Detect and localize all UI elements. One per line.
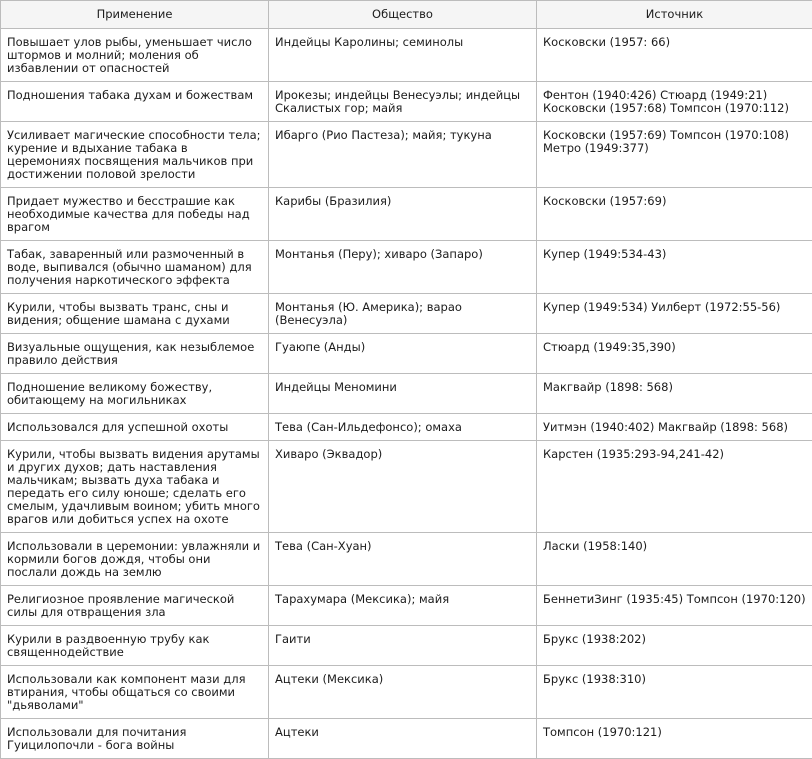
table-row (1, 334, 812, 374)
table-row (1, 719, 812, 759)
column-header-application: Применение (1, 1, 269, 29)
cell-society: Монтанья (Перу); хиваро (Запаро) (269, 241, 537, 294)
cell-application: Религиозное проявление магической силы для отвращения зла (1, 586, 269, 626)
cell-source: Косковски (1957:69) Томпсон (1970:108) Метро (1949:377) (537, 122, 812, 188)
cell-source: Косковски (1957: 66) (537, 29, 812, 82)
column-header-society: Общество (269, 1, 537, 29)
cell-society: Хиваро (Эквадор) (269, 441, 537, 533)
cell-application: Использовали для почитания Гуицилопочли - бога войны (1, 719, 269, 759)
cell-application: Повышает улов рыбы, уменьшает число штормов и молний; моления об избавлении от опасностей (1, 29, 269, 82)
table-row (1, 122, 812, 188)
table-row (1, 533, 812, 586)
cell-society: Карибы (Бразилия) (269, 188, 537, 241)
table-row (1, 294, 812, 334)
column-header-source: Источник (537, 1, 812, 29)
table-row (1, 241, 812, 294)
cell-society: Индейцы Меномини (269, 374, 537, 414)
cell-source: Томпсон (1970:121) (537, 719, 812, 759)
cell-source: Уитмэн (1940:402) Макгвайр (1898: 568) (537, 414, 812, 441)
cell-application: Курили в раздвоенную трубу как священнодействие (1, 626, 269, 666)
cell-society: Тева (Сан-Ильдефонсо); омаха (269, 414, 537, 441)
table-body (1, 29, 812, 759)
cell-application: Подношения табака духам и божествам (1, 82, 269, 122)
cell-source: Брукс (1938:310) (537, 666, 812, 719)
cell-society: Ирокезы; индейцы Венесуэлы; индейцы Скалистых гор; майя (269, 82, 537, 122)
cell-society: Ибарго (Рио Пастеза); майя; тукуна (269, 122, 537, 188)
cell-society: Гуаюпе (Анды) (269, 334, 537, 374)
table-row (1, 82, 812, 122)
table-row (1, 414, 812, 441)
cell-source: Стюард (1949:35,390) (537, 334, 812, 374)
cell-society: Гаити (269, 626, 537, 666)
table-row (1, 666, 812, 719)
table-row (1, 441, 812, 533)
cell-application: Курили, чтобы вызвать видения арутамы и других духов; дать наставления мальчикам; вызвать духа табака и передать его силу юноше; сделать его смелым, удачливым воином; убить много врагов или добиться успех на охоте (1, 441, 269, 533)
cell-source: Купер (1949:534-43) (537, 241, 812, 294)
cell-application: Придает мужество и бесстрашие как необходимые качества для победы над врагом (1, 188, 269, 241)
cell-society: Тарахумара (Мексика); майя (269, 586, 537, 626)
cell-source: Карстен (1935:293-94,241-42) (537, 441, 812, 533)
cell-application: Курили, чтобы вызвать транс, сны и видения; общение шамана с духами (1, 294, 269, 334)
cell-society: Монтанья (Ю. Америка); варао (Венесуэла) (269, 294, 537, 334)
table-row (1, 188, 812, 241)
cell-application: Усиливает магические способности тела; курение и вдыхание табака в церемониях посвящения мальчиков при достижении половой зрелости (1, 122, 269, 188)
cell-source: Купер (1949:534) Уилберт (1972:55-56) (537, 294, 812, 334)
cell-application: Табак, заваренный или размоченный в воде, выпивался (обычно шаманом) для получения наркотического эффекта (1, 241, 269, 294)
cell-application: Визуальные ощущения, как незыблемое правило действия (1, 334, 269, 374)
table-row (1, 586, 812, 626)
cell-society: Ацтеки (Мексика) (269, 666, 537, 719)
cell-source: Косковски (1957:69) (537, 188, 812, 241)
cell-application: Использовали как компонент мази для втирания, чтобы общаться со своими "дьяволами" (1, 666, 269, 719)
table-row (1, 626, 812, 666)
cell-society: Ацтеки (269, 719, 537, 759)
cell-application: Подношение великому божеству, обитающему на могильниках (1, 374, 269, 414)
cell-source: БеннетиЗинг (1935:45) Томпсон (1970:120) (537, 586, 812, 626)
table-row (1, 29, 812, 82)
cell-society: Тева (Сан-Хуан) (269, 533, 537, 586)
cell-society: Индейцы Каролины; семинолы (269, 29, 537, 82)
cell-source: Брукс (1938:202) (537, 626, 812, 666)
header-row (1, 1, 812, 29)
cell-source: Фентон (1940:426) Стюард (1949:21) Косковски (1957:68) Томпсон (1970:112) (537, 82, 812, 122)
cell-source: Ласки (1958:140) (537, 533, 812, 586)
cell-source: Макгвайр (1898: 568) (537, 374, 812, 414)
table-row (1, 374, 812, 414)
cell-application: Использовали в церемонии: увлажняли и кормили богов дождя, чтобы они послали дождь на землю (1, 533, 269, 586)
cell-application: Использовался для успешной охоты (1, 414, 269, 441)
table-header (1, 1, 812, 29)
